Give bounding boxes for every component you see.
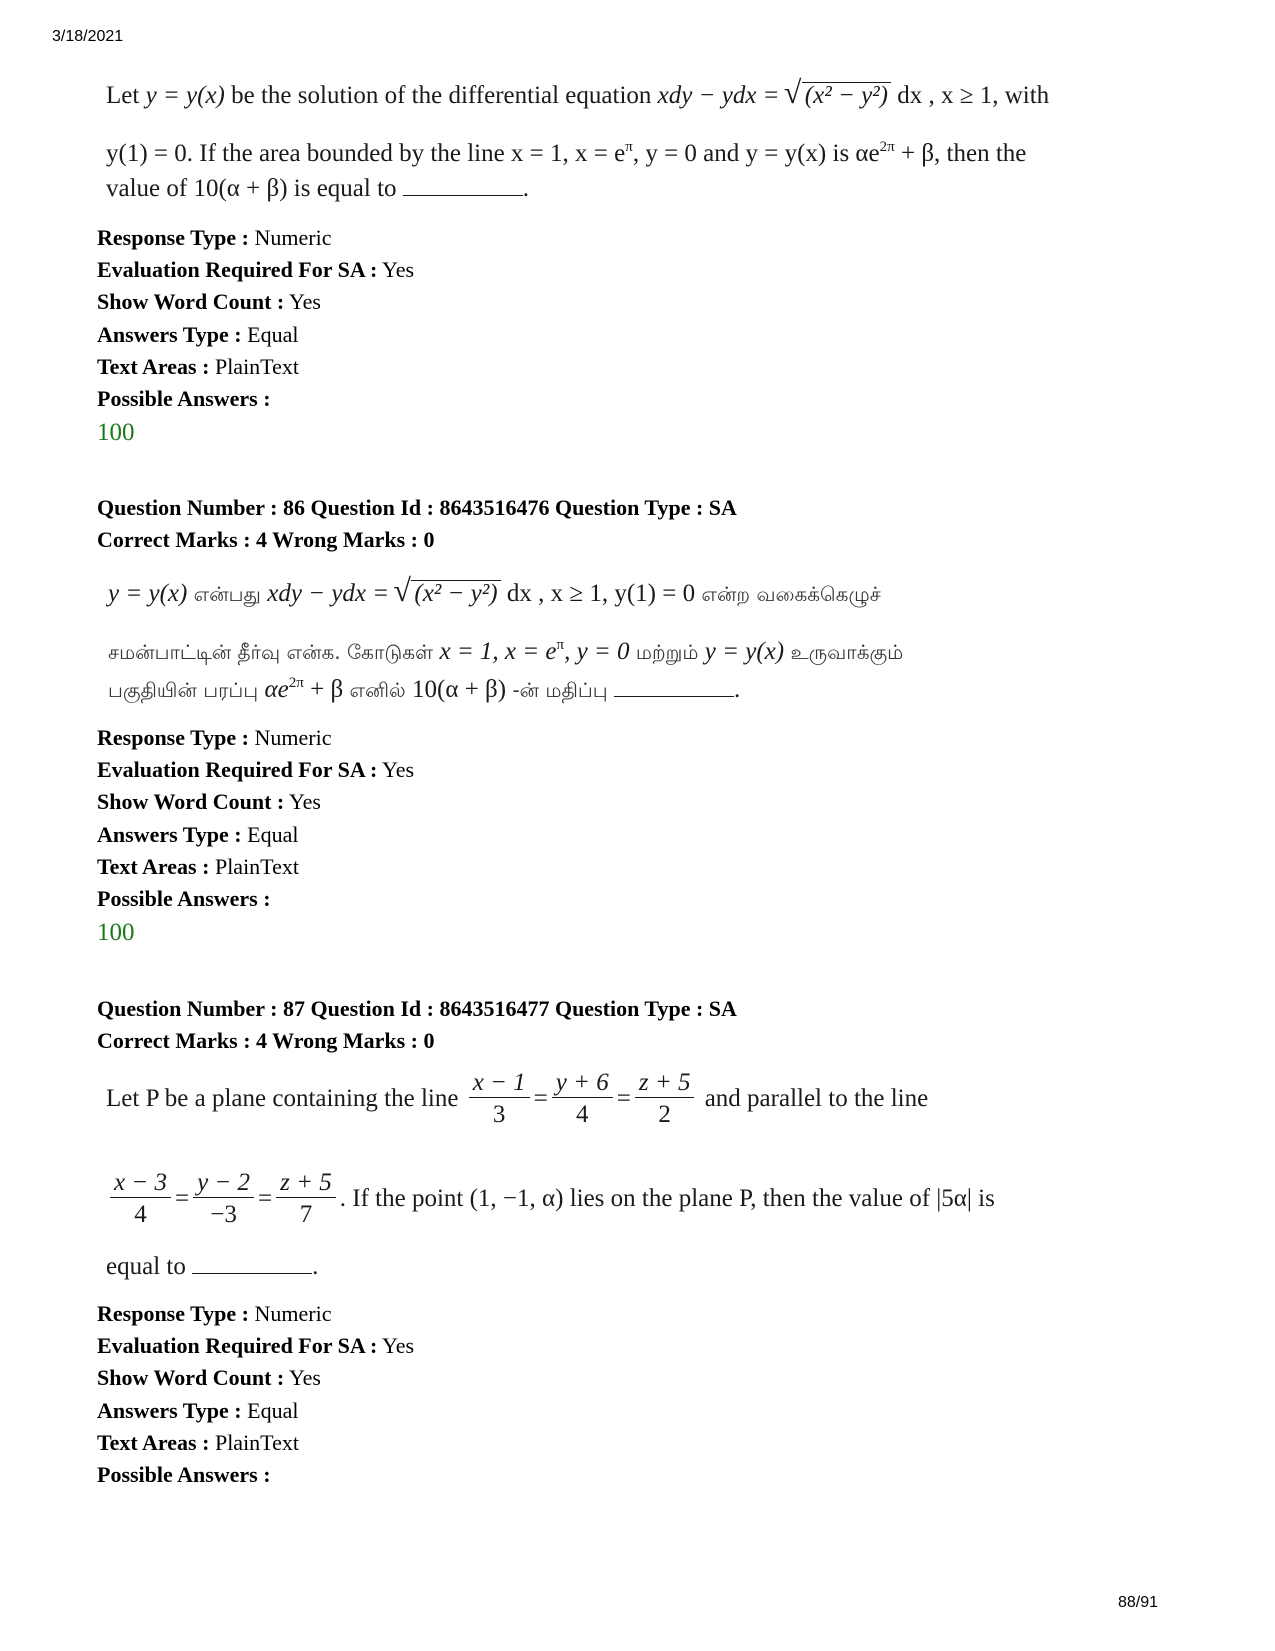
q87-text: equal to	[106, 1253, 193, 1280]
meta-label: Response Type :	[97, 1301, 249, 1326]
meta-label: Show Word Count :	[97, 789, 285, 815]
meta-label: Possible Answers :	[97, 886, 271, 912]
meta-value: Equal	[241, 1397, 299, 1423]
meta-label: Answers Type :	[97, 821, 242, 847]
meta-value: Yes	[284, 1365, 321, 1391]
evaluation-row	[97, 754, 414, 786]
text-areas-row	[97, 351, 414, 383]
q86-math: dx , x ≥ 1, y(1) = 0	[500, 580, 696, 607]
q86-tamil-text: என்பது	[187, 582, 268, 606]
response-type-row	[97, 722, 414, 754]
fraction	[635, 1070, 695, 1127]
denominator: 4	[576, 1101, 589, 1128]
word-count-row	[97, 1362, 414, 1394]
possible-answers-row	[97, 883, 414, 915]
equals-sign: =	[616, 1085, 631, 1112]
meta-value: Numeric	[248, 725, 332, 750]
meta-label: Response Type :	[97, 225, 249, 250]
possible-answers-row	[97, 1459, 414, 1491]
q85-line-1	[106, 82, 1049, 108]
q85-text: y(1) = 0. If the area bounded by the line x = 1, x = e	[106, 140, 626, 167]
q85-meta	[97, 222, 414, 451]
q86-text: .	[734, 676, 741, 703]
answer-blank	[403, 195, 523, 196]
q85-sqrt-arg: (x² − y²)	[804, 82, 888, 109]
q86-sup: 2π	[288, 675, 304, 691]
meta-value: Equal	[241, 321, 299, 347]
denominator: 7	[299, 1201, 313, 1228]
meta-value: Numeric	[248, 225, 332, 250]
equals-sign: =	[258, 1185, 273, 1212]
answers-type-row	[97, 1395, 414, 1427]
meta-label: Text Areas :	[97, 853, 210, 879]
question-header-line: Question Number : 87 Question Id : 8643516477 Question Type : SA	[97, 996, 737, 1021]
q86-math: y = y(x)	[704, 638, 785, 665]
meta-value: PlainText	[209, 1429, 299, 1455]
q87-header	[97, 993, 737, 1057]
q85-line-3	[106, 176, 529, 201]
numerator: z + 5	[276, 1170, 336, 1198]
q86-math: αe	[264, 676, 289, 703]
q85-math: xdy − ydx =	[657, 82, 780, 109]
denominator: −3	[210, 1201, 237, 1228]
meta-label: Possible Answers :	[97, 386, 271, 412]
meta-value: Yes	[377, 757, 415, 783]
fraction	[193, 1170, 254, 1227]
q86-tamil-text: மற்றும்	[629, 640, 705, 664]
equals-sign: =	[533, 1085, 548, 1112]
fraction	[110, 1170, 171, 1227]
q87-meta	[97, 1298, 414, 1491]
q87-text: and parallel to the line	[704, 1085, 929, 1112]
page-number: 88/91	[1118, 1594, 1159, 1611]
q86-math: 10(α + β)	[412, 676, 507, 703]
response-type-row	[97, 1298, 414, 1330]
meta-label: Show Word Count :	[97, 289, 285, 315]
word-count-row	[97, 286, 414, 318]
q86-math: x = 1, x = e	[439, 638, 557, 665]
meta-label: Text Areas :	[97, 353, 210, 379]
meta-value: PlainText	[209, 353, 299, 379]
meta-value: Yes	[284, 789, 321, 815]
text-areas-row	[97, 851, 414, 883]
fraction	[469, 1070, 530, 1127]
meta-value: PlainText	[209, 853, 299, 879]
meta-label: Evaluation Required For SA :	[97, 1333, 378, 1359]
meta-value: Yes	[377, 257, 415, 283]
q86-header	[97, 492, 737, 556]
q86-line-1	[108, 580, 881, 606]
meta-label: Show Word Count :	[97, 1365, 285, 1391]
equals-sign: =	[174, 1185, 190, 1212]
fraction	[552, 1070, 613, 1127]
q86-math: + β	[303, 676, 344, 703]
q87-line-1	[106, 1070, 928, 1127]
meta-label: Possible Answers :	[97, 1462, 271, 1488]
q86-tamil-text: பகுதியின் பரப்பு	[108, 678, 265, 702]
q86-tamil-text: சமன்பாட்டின் தீர்வு என்க. கோடுகள்	[108, 640, 440, 664]
meta-label: Evaluation Required For SA :	[97, 757, 378, 783]
q85-text: be the solution of the differential equation	[224, 82, 658, 109]
q87-text: Let P be a plane containing the line	[106, 1085, 465, 1112]
meta-value: Yes	[377, 1333, 415, 1359]
q87-text: .	[312, 1253, 319, 1280]
marks-line: Correct Marks : 4 Wrong Marks : 0	[97, 527, 435, 552]
q85-text: + β, then the	[894, 140, 1027, 167]
denominator: 2	[658, 1101, 671, 1128]
response-type-row	[97, 222, 414, 254]
q86-tamil-text: என்ற வகைக்கெழுச்	[695, 582, 881, 606]
meta-label: Response Type :	[97, 725, 249, 750]
denominator: 4	[134, 1201, 147, 1228]
word-count-row	[97, 786, 414, 818]
meta-label: Evaluation Required For SA :	[97, 257, 378, 283]
q85-line-2	[106, 140, 1026, 166]
q85-text: , y = 0 and y = y(x) is αe	[632, 140, 880, 167]
q85-text: value of 10(α + β) is equal to	[106, 175, 403, 202]
text-areas-row	[97, 1427, 414, 1459]
numerator: z + 5	[635, 1070, 695, 1098]
meta-label: Answers Type :	[97, 1397, 242, 1423]
print-date: 3/18/2021	[52, 28, 124, 45]
answer-blank	[192, 1273, 312, 1274]
q87-text: . If the point (1, −1, α) lies on the plane P, then the value of |5α| is	[339, 1185, 995, 1212]
sqrt-symbol	[786, 82, 891, 108]
answer-blank	[614, 696, 734, 697]
answers-type-row	[97, 319, 414, 351]
numerator: x − 1	[469, 1070, 530, 1098]
meta-label: Answers Type :	[97, 321, 242, 347]
numerator: x − 3	[110, 1170, 171, 1198]
q85-text: Let	[106, 82, 146, 109]
q86-meta	[97, 722, 414, 951]
evaluation-row	[97, 1330, 414, 1362]
answers-type-row	[97, 819, 414, 851]
q86-sup: π	[556, 637, 565, 653]
q86-math: , y = 0	[564, 638, 630, 665]
denominator: 3	[492, 1101, 506, 1128]
question-header-line: Question Number : 86 Question Id : 8643516476 Question Type : SA	[97, 495, 737, 520]
q86-tamil-text: எனில்	[343, 678, 413, 702]
meta-value: Yes	[284, 289, 321, 315]
q86-tamil-text: -ன் மதிப்பு	[506, 678, 615, 702]
q87-line-2	[106, 1170, 995, 1227]
evaluation-row	[97, 254, 414, 286]
q85-sup: π	[625, 139, 633, 155]
possible-answers-row	[97, 383, 414, 415]
possible-answer-value: 100	[97, 919, 135, 947]
meta-value: Numeric	[248, 1301, 332, 1326]
q86-tamil-text: உருவாக்கும்	[784, 640, 904, 664]
sqrt-symbol	[395, 580, 500, 606]
q86-line-3	[108, 676, 740, 702]
q86-math: xdy − ydx =	[267, 580, 390, 607]
q85-sup: 2π	[879, 139, 895, 155]
q85-text: dx , x ≥ 1, with	[890, 82, 1050, 109]
q86-line-2	[108, 638, 903, 664]
numerator: y − 2	[193, 1170, 254, 1198]
q85-math: y = y(x)	[145, 82, 225, 109]
marks-line: Correct Marks : 4 Wrong Marks : 0	[97, 1028, 435, 1053]
q87-line-3	[106, 1254, 318, 1279]
meta-value: Equal	[241, 821, 299, 847]
q86-math: y = y(x)	[108, 580, 188, 607]
fraction	[276, 1170, 336, 1227]
q85-text: .	[522, 175, 530, 202]
possible-answer-value: 100	[97, 419, 135, 447]
meta-label: Text Areas :	[97, 1429, 210, 1455]
q86-sqrt-arg: (x² − y²)	[414, 580, 498, 607]
numerator: y + 6	[552, 1070, 613, 1098]
